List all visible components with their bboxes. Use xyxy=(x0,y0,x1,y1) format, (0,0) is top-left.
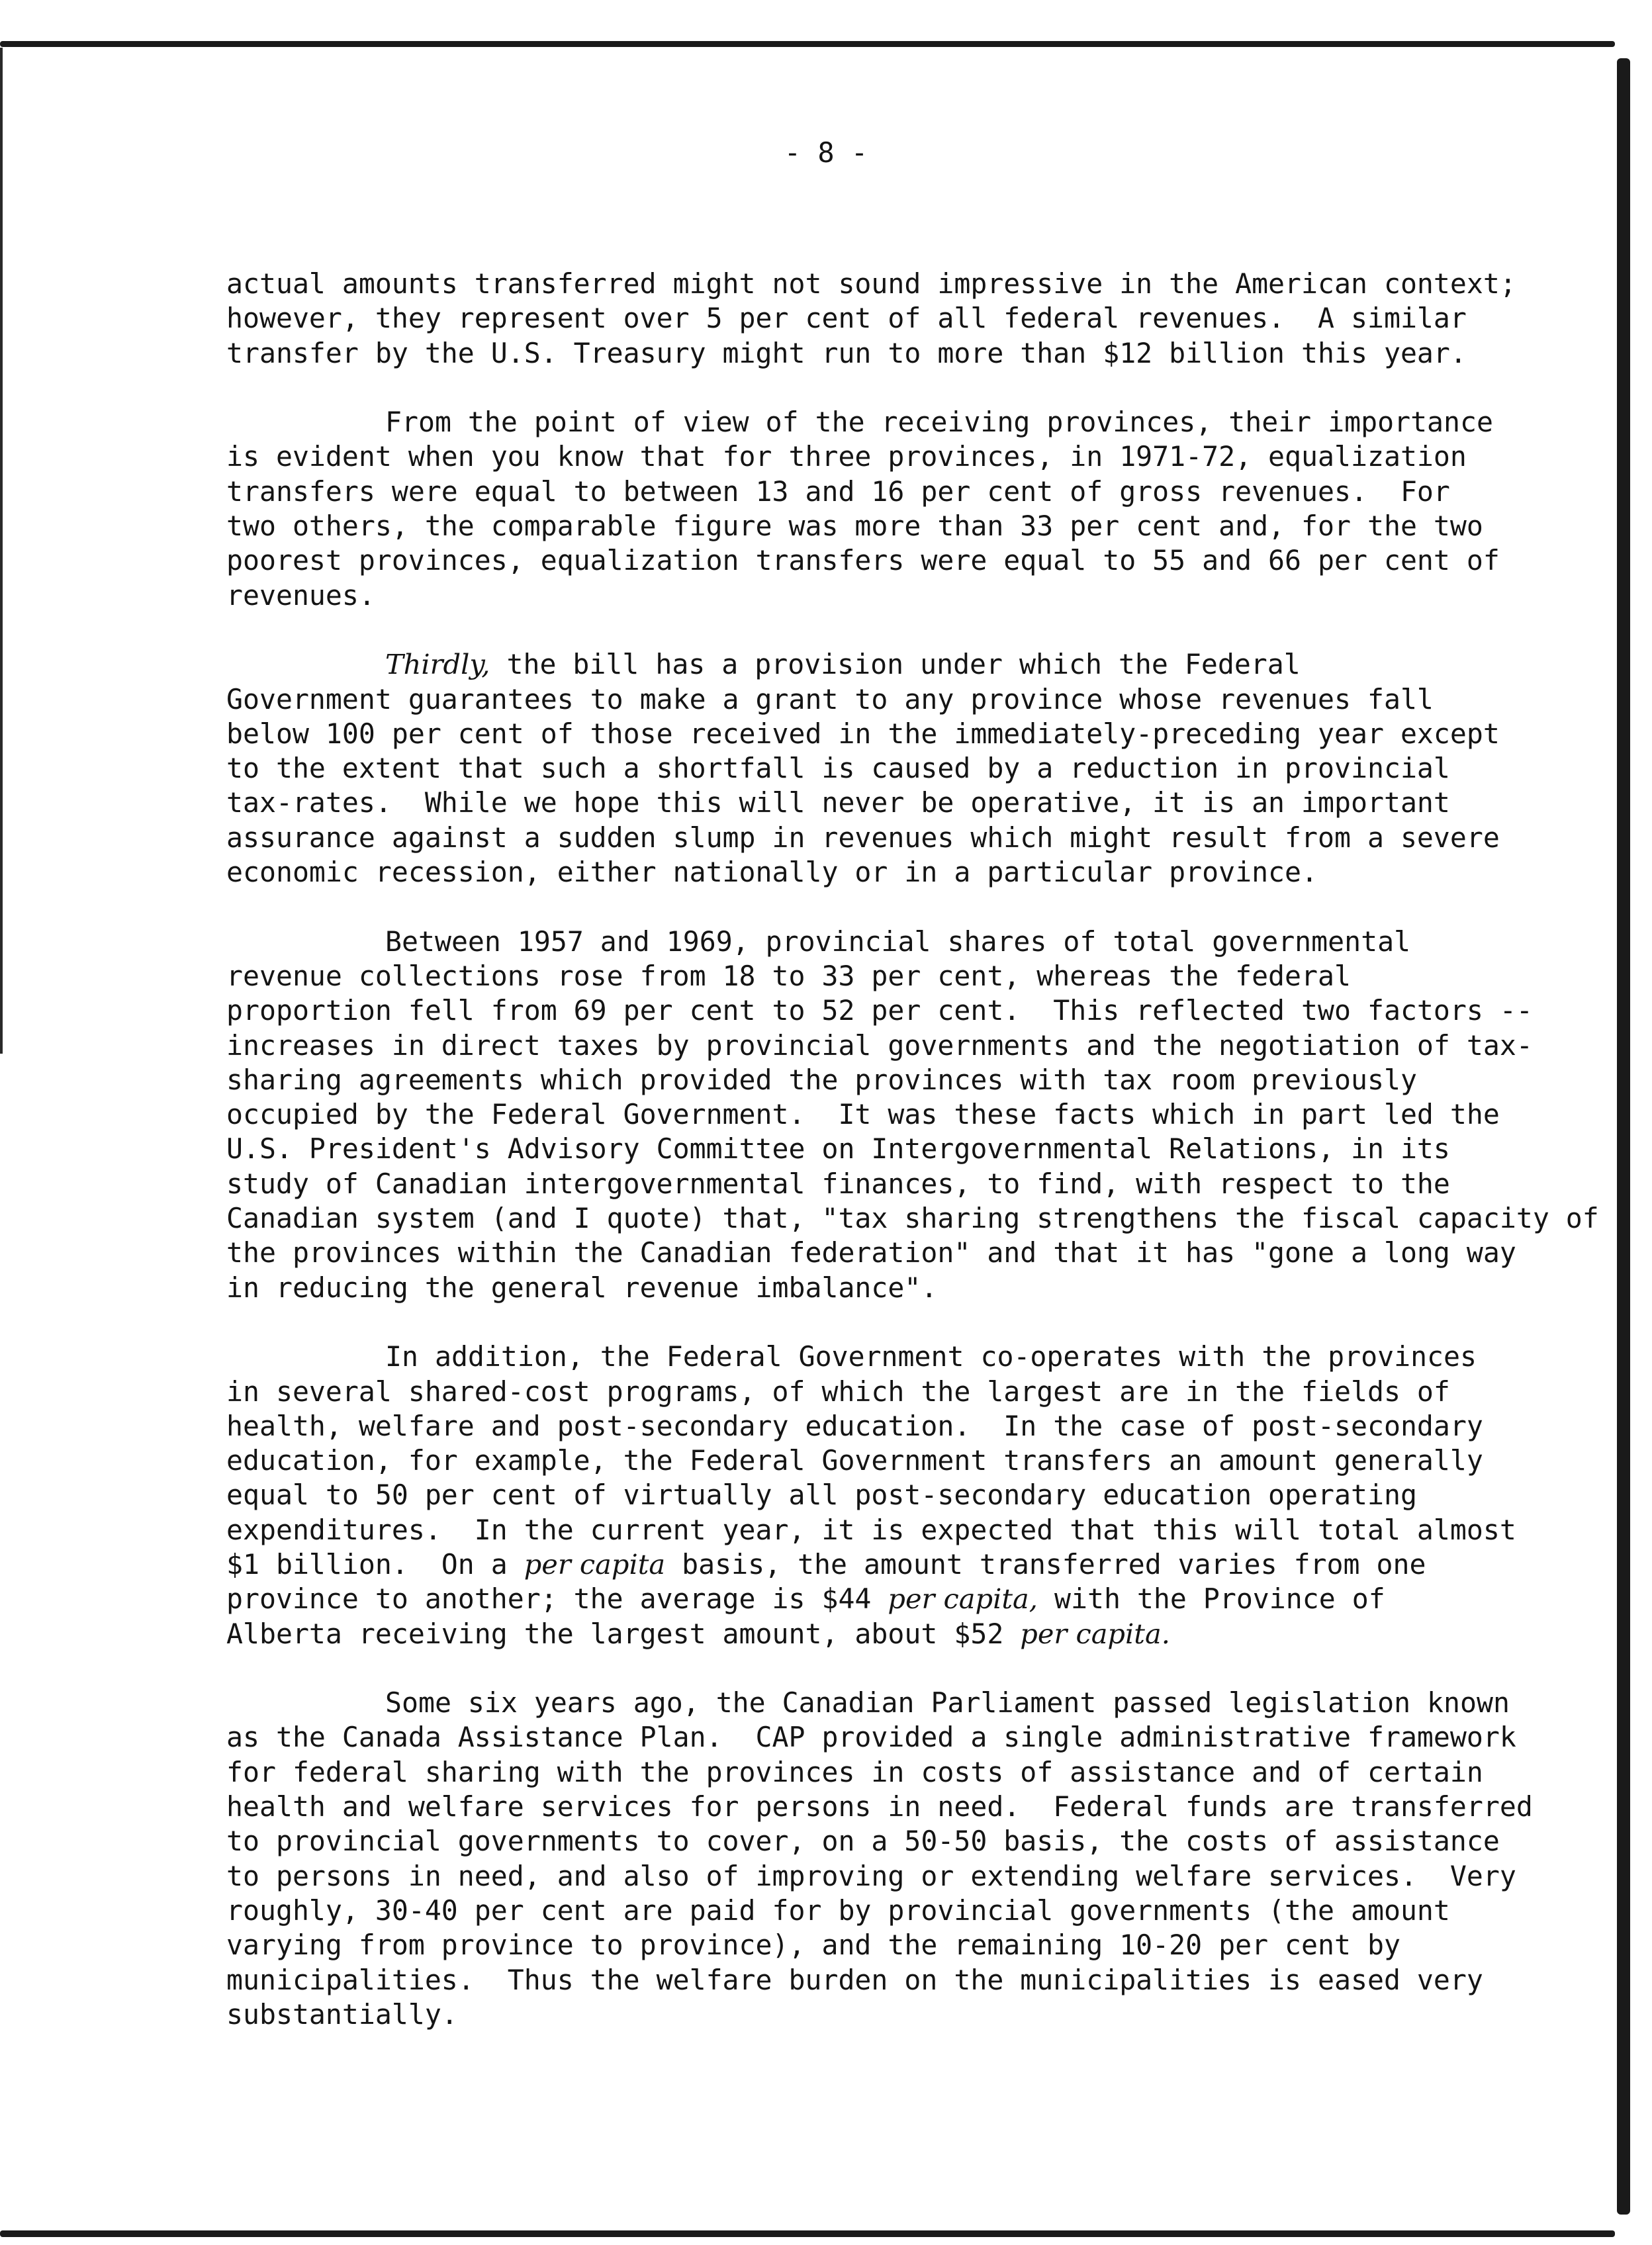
text-line: equal to 50 per cent of virtually all post-secondary education operating xyxy=(226,1479,1417,1512)
paragraph-5 xyxy=(226,1340,1603,1651)
text-line: economic recession, either nationally or in a particular province. xyxy=(226,856,1318,889)
text-line: actual amounts transferred might not sound impressive in the American context; xyxy=(226,267,1516,300)
text-line: to persons in need, and also of improving or extending welfare services. Very xyxy=(226,1859,1516,1892)
text-line: occupied by the Federal Government. It was these facts which in part led the xyxy=(226,1098,1500,1131)
text-line: municipalities. Thus the welfare burden on the municipalities is eased very xyxy=(226,1963,1483,1996)
text-line: expenditures. In the current year, it is expected that this will total almost xyxy=(226,1513,1516,1546)
text-line: transfers were equal to between 13 and 16 per cent of gross revenues. For xyxy=(226,475,1450,508)
text-line: sharing agreements which provided the provinces with tax room previously xyxy=(226,1063,1417,1096)
text-line: the provinces within the Canadian federation" and that it has "gone a long way xyxy=(226,1236,1516,1269)
page-number: - 8 - xyxy=(784,136,868,169)
text-line: below 100 per cent of those received in the immediately-preceding year except xyxy=(226,717,1500,750)
paragraph-6 xyxy=(226,1686,1603,2032)
page-border-right xyxy=(1617,58,1630,2215)
text-segment: province to another; the average is $44 xyxy=(226,1582,888,1616)
text-line: poorest provinces, equalization transfers were equal to 55 and 66 per cent of xyxy=(226,544,1500,577)
page-border-bottom xyxy=(0,2230,1615,2237)
paragraph-3 xyxy=(226,647,1603,890)
text-line: U.S. President's Advisory Committee on Intergovernmental Relations, in its xyxy=(226,1132,1450,1166)
text-line: in several shared-cost programs, of which the largest are in the fields of xyxy=(226,1375,1450,1408)
text-segment: $1 billion. On a xyxy=(226,1547,524,1581)
text-line: education, for example, the Federal Government transfers an amount generally xyxy=(226,1444,1483,1477)
text-line: study of Canadian intergovernmental finances, to find, with respect to the xyxy=(226,1167,1450,1200)
text-line: however, they represent over 5 per cent of all federal revenues. A similar xyxy=(226,302,1467,335)
text-line: as the Canada Assistance Plan. CAP provided a single administrative framework xyxy=(226,1721,1516,1754)
text-line: transfer by the U.S. Treasury might run to more than $12 billion this year. xyxy=(226,336,1467,369)
page-body xyxy=(226,267,1603,2066)
paragraph-2 xyxy=(226,405,1603,613)
text-segment: with the Province of xyxy=(1038,1582,1385,1616)
text-segment: basis, the amount transferred varies from one xyxy=(665,1547,1426,1581)
italic-phrase: per capita xyxy=(524,1547,666,1581)
text-line: proportion fell from 69 per cent to 52 per cent. This reflected two factors -- xyxy=(226,994,1533,1027)
text-line: Government guarantees to make a grant to any province whose revenues fall xyxy=(226,682,1434,715)
text-line: revenues. xyxy=(226,578,375,612)
text-line: in reducing the general revenue imbalance". xyxy=(226,1271,938,1304)
text-line: health, welfare and post-secondary education. In the case of post-secondary xyxy=(226,1409,1483,1442)
text-line: assurance against a sudden slump in revenues which might result from a severe xyxy=(226,821,1500,854)
text-line: two others, the comparable figure was more than 33 per cent and, for the two xyxy=(226,510,1483,543)
text-line: Some six years ago, the Canadian Parliament passed legislation known xyxy=(385,1686,1510,1719)
text-line: varying from province to province), and the remaining 10-20 per cent by xyxy=(226,1929,1400,1962)
text-line: to the extent that such a shortfall is caused by a reduction in provincial xyxy=(226,752,1450,785)
paragraph-4 xyxy=(226,925,1603,1305)
text-line: From the point of view of the receiving provinces, their importance xyxy=(385,406,1494,439)
text-line: is evident when you know that for three provinces, in 1971-72, equalization xyxy=(226,440,1467,473)
page-border-left xyxy=(0,48,3,1054)
text-line: to provincial governments to cover, on a 50-50 basis, the costs of assistance xyxy=(226,1825,1500,1858)
text-line: revenue collections rose from 18 to 33 per cent, whereas the federal xyxy=(226,959,1351,992)
text-line: increases in direct taxes by provincial governments and the negotiation of tax- xyxy=(226,1029,1533,1062)
text-line: roughly, 30-40 per cent are paid for by provincial governments (the amount xyxy=(226,1894,1450,1927)
text-line: Canadian system (and I quote) that, "tax sharing strengthens the fiscal capacity of xyxy=(226,1202,1599,1235)
text-line: the bill has a provision under which the Federal xyxy=(490,648,1301,681)
text-line: In addition, the Federal Government co-operates with the provinces xyxy=(385,1340,1477,1373)
text-line: Between 1957 and 1969, provincial shares of total governmental xyxy=(385,925,1411,958)
italic-phrase: per capita, xyxy=(888,1582,1038,1616)
text-line: tax-rates. While we hope this will never be operative, it is an important xyxy=(226,786,1450,819)
page-border-top xyxy=(0,41,1615,47)
italic-lead-word: Thirdly, xyxy=(385,648,490,681)
text-segment: Alberta receiving the largest amount, about $52 xyxy=(226,1617,1021,1650)
italic-phrase: per capita. xyxy=(1020,1617,1170,1650)
text-line: health and welfare services for persons in need. Federal funds are transferred xyxy=(226,1790,1533,1823)
text-line: for federal sharing with the provinces in costs of assistance and of certain xyxy=(226,1755,1483,1788)
text-line: substantially. xyxy=(226,1997,458,2031)
paragraph-1 xyxy=(226,267,1603,371)
